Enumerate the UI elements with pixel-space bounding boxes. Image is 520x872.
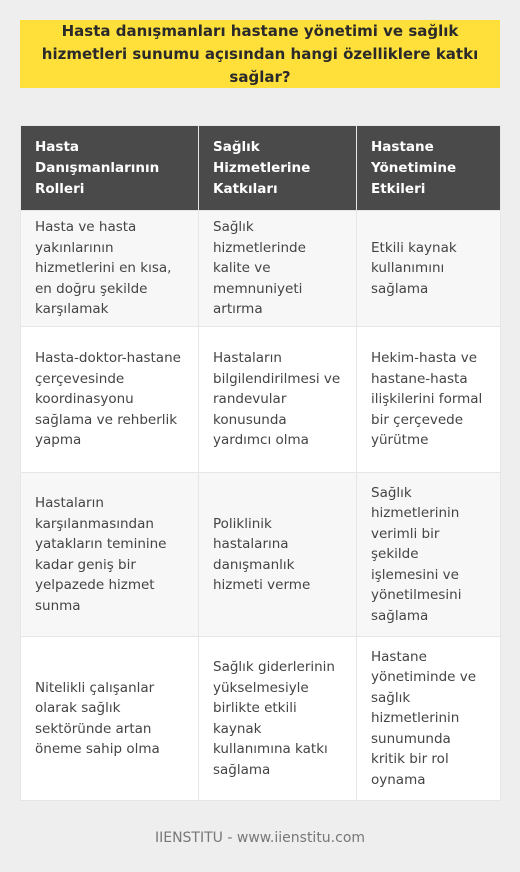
column-header-health-contributions: Sağlık Hizmetlerine Katkıları xyxy=(199,126,357,211)
table-row xyxy=(21,327,501,473)
table-cell: Nitelikli çalışanlar olarak sağlık sektöründe artan öneme sahip olma xyxy=(21,637,199,801)
table-row xyxy=(21,211,501,327)
column-header-roles: Hasta Danışmanlarının Rolleri xyxy=(21,126,199,211)
table-cell: Hasta-doktor-hastane çerçevesinde koordinasyonu sağlama ve rehberlik yapma xyxy=(21,327,199,473)
table-cell: Etkili kaynak kullanımını sağlama xyxy=(357,211,501,327)
table-row xyxy=(21,473,501,637)
table-cell: Hasta ve hasta yakınlarının hizmetlerini en kısa, en doğru şekilde karşılamak xyxy=(21,211,199,327)
table-cell: Poliklinik hastalarına danışmanlık hizmeti verme xyxy=(199,473,357,637)
table-cell: Sağlık hizmetlerinde kalite ve memnuniyeti artırma xyxy=(199,211,357,327)
table-cell: Hastane yönetiminde ve sağlık hizmetlerinin sunumunda kritik bir rol oynama xyxy=(357,637,501,801)
info-table xyxy=(20,125,501,801)
table-cell: Hastaların bilgilendirilmesi ve randevular konusunda yardımcı olma xyxy=(199,327,357,473)
footer-credit: IIENSTITU - www.iienstitu.com xyxy=(154,830,366,846)
table-row xyxy=(21,637,501,801)
table-cell: Sağlık hizmetlerinin verimli bir şekilde işlemesini ve yönetilmesini sağlama xyxy=(357,473,501,637)
table-header-row xyxy=(21,126,501,211)
table-cell: Hastaların karşılanmasından yatakların teminine kadar geniş bir yelpazede hizmet sunma xyxy=(21,473,199,637)
table-cell: Hekim-hasta ve hastane-hasta ilişkilerini formal bir çerçevede yürütme xyxy=(357,327,501,473)
table-cell: Sağlık giderlerinin yükselmesiyle birlikte etkili kaynak kullanımına katkı sağlama xyxy=(199,637,357,801)
column-header-management-effects: Hastane Yönetimine Etkileri xyxy=(357,126,501,211)
page-title: Hasta danışmanları hastane yönetimi ve sağlık hizmetleri sunumu açısından hangi özelliklere katkı sağlar? xyxy=(20,20,500,88)
